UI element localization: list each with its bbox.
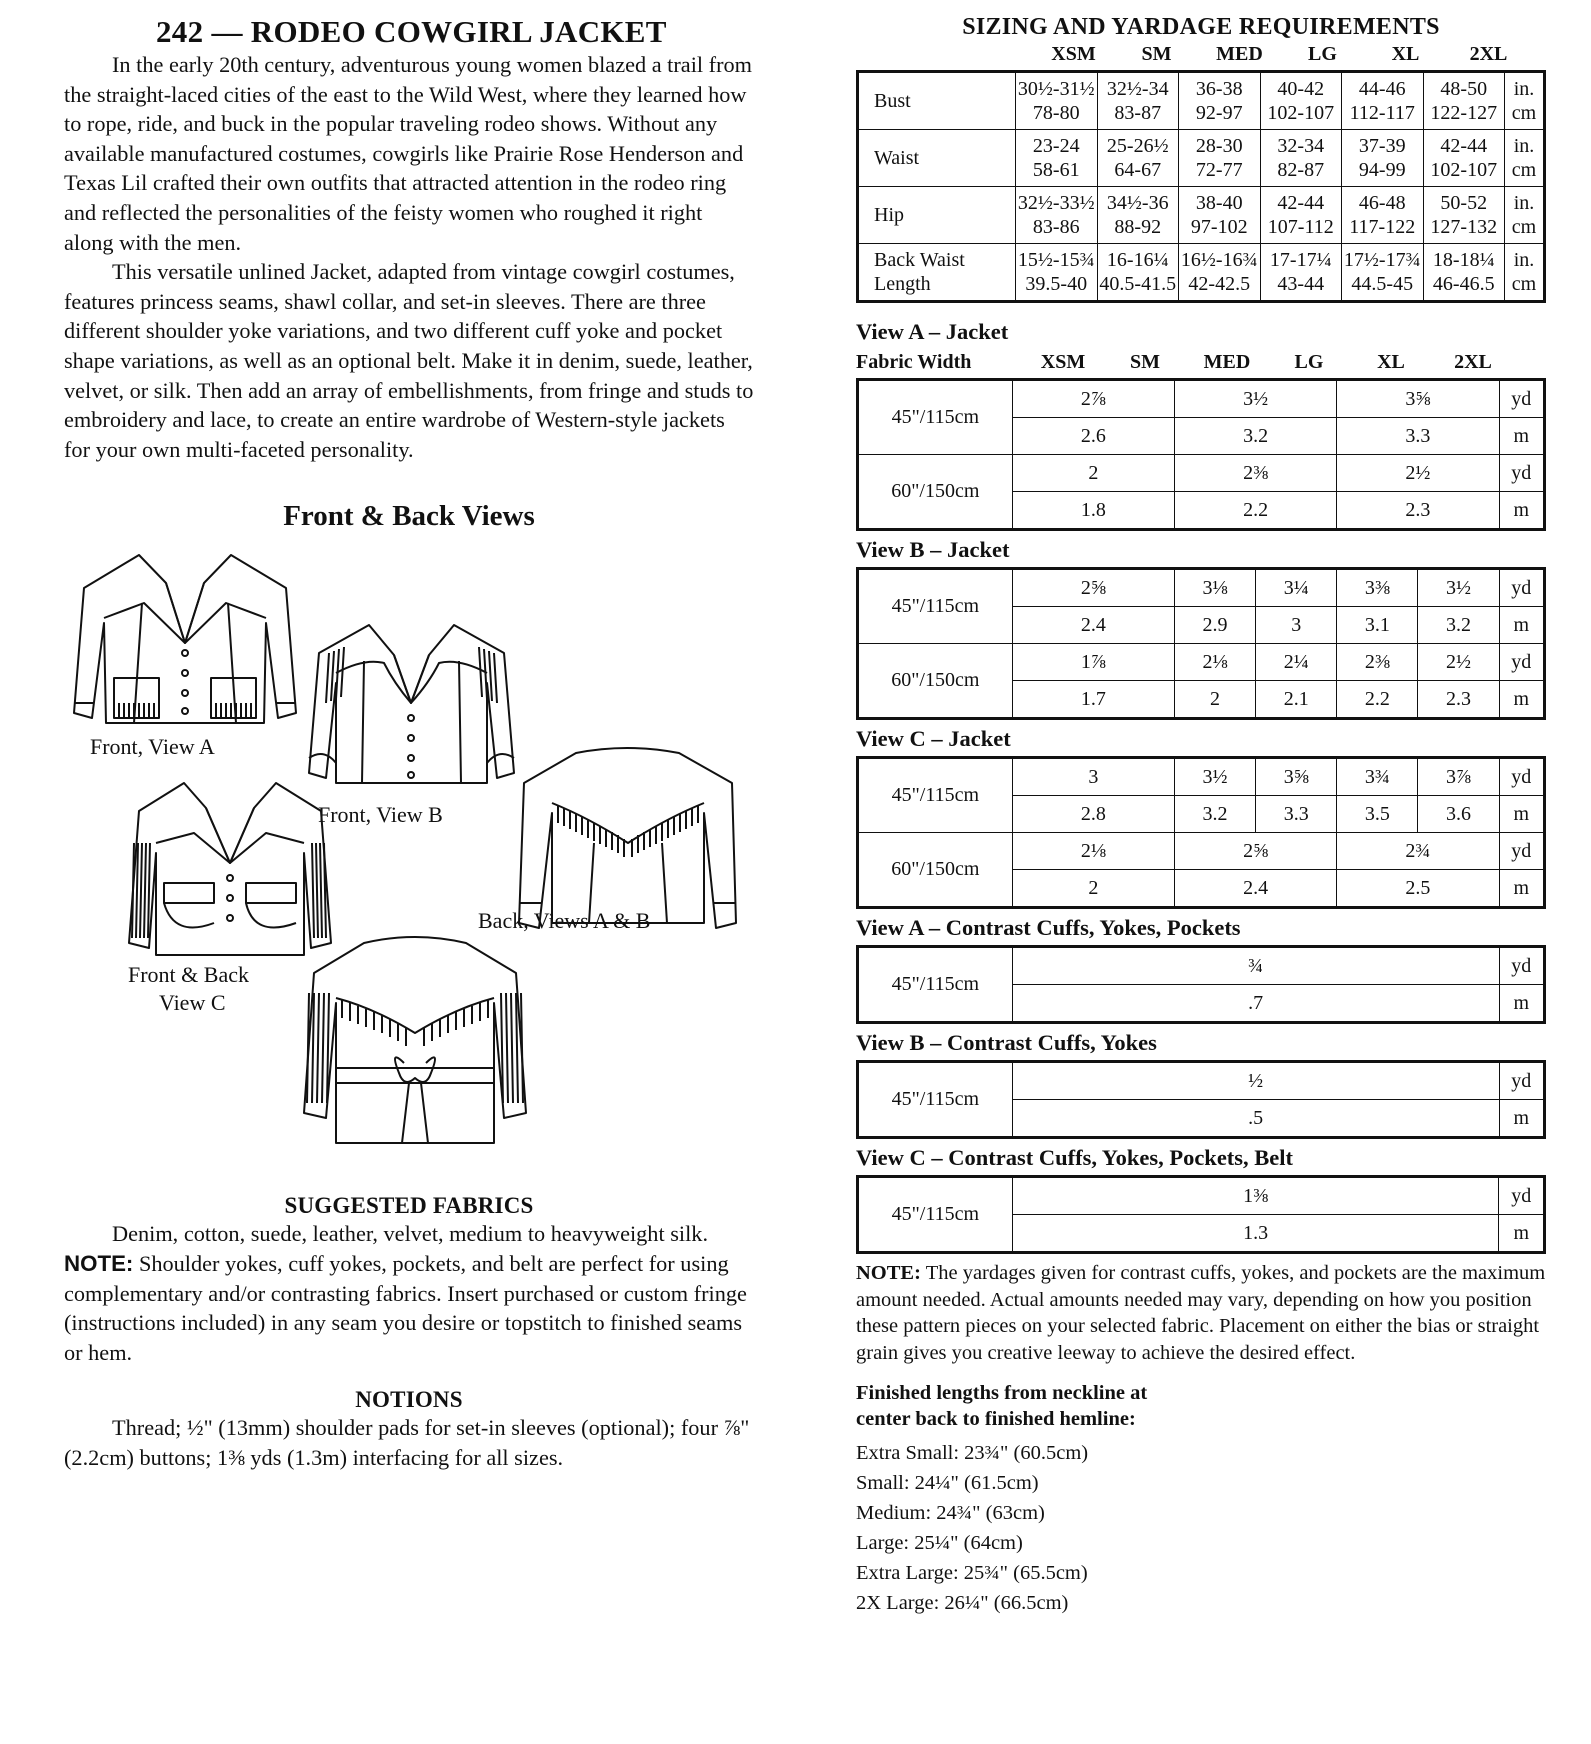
measurement-in-value: 50-52 (1440, 192, 1488, 214)
finished-length-item: Extra Large: 25¾" (65.5cm) (856, 1562, 1088, 1584)
measurement-in-value: 16-16¼ (1106, 249, 1169, 271)
yardage-yd-value: 3⅜ (1337, 569, 1418, 607)
front-view-b-drawing (309, 625, 514, 783)
measurement-unit-cell (1505, 244, 1545, 302)
unit-cm: cm (1511, 216, 1537, 238)
measurement-row (858, 72, 1545, 130)
yardage-table (856, 1175, 1546, 1254)
measurement-in-value: 28-30 (1195, 135, 1243, 157)
measurement-cm-value: 46-46.5 (1432, 273, 1495, 295)
size-header: 2XL (1454, 351, 1492, 373)
yardage-yd-value: 2⅛ (1012, 833, 1174, 870)
measurement-in-value: 17-17¼ (1269, 249, 1332, 271)
notions-text: Thread; ½" (13mm) shoulder pads for set-in sleeves (optional); four ⅞" (2.2cm) buttons; 1⅜ yds (1.3m) interfacing for all sizes. (64, 1415, 750, 1470)
yardage-table (856, 567, 1546, 720)
measurement-cell (1260, 72, 1342, 130)
finished-lengths-list (856, 1438, 1546, 1618)
size-header: XL (1391, 43, 1420, 65)
measurement-cell (1342, 244, 1424, 302)
measurement-unit-cell (1505, 130, 1545, 187)
yardage-yd-value: 3⅛ (1174, 569, 1255, 607)
measurement-cell (1179, 72, 1261, 130)
yardage-m-value: 3.2 (1418, 607, 1499, 644)
unit-cm: cm (1511, 102, 1537, 124)
yardage-title: View B – Jacket (856, 537, 1010, 562)
measurement-cell (1179, 244, 1261, 302)
measurement-cm-value: 43-44 (1277, 273, 1325, 295)
yardage-m-value: 3 (1256, 607, 1337, 644)
yardage-table (856, 945, 1546, 1024)
yardage-yd-value: 2⅝ (1012, 569, 1174, 607)
yardage-m-value: 1.3 (1012, 1215, 1499, 1253)
yardage-yd-value: 2½ (1337, 455, 1499, 492)
yardage-yd-value: ½ (1012, 1062, 1499, 1100)
yardage-yd-value: 2⅛ (1174, 644, 1255, 681)
measurement-cm-value: 102-107 (1267, 102, 1335, 124)
measurement-cm-value: 112-117 (1349, 102, 1415, 124)
measurement-cm-value: 107-112 (1267, 216, 1334, 238)
unit-m: m (1499, 1100, 1545, 1138)
fabric-width-cell: 45"/115cm (858, 947, 1013, 1023)
measurement-cell (1423, 72, 1505, 130)
yardage-table (856, 378, 1546, 531)
measurement-unit-cell (1505, 187, 1545, 244)
unit-yd: yd (1499, 833, 1544, 870)
yardage-m-value: 3.5 (1337, 796, 1418, 833)
unit-cm: cm (1511, 273, 1537, 295)
unit-yd: yd (1499, 644, 1544, 681)
jacket-illustrations (64, 543, 754, 1193)
yardage-yd-value: 1⅞ (1012, 644, 1174, 681)
caption-front-view-a: Front, View A (90, 734, 215, 760)
finished-lengths-heading-1: Finished lengths from neckline at (856, 1382, 1148, 1404)
fabric-width-cell: 60"/150cm (858, 455, 1013, 530)
views-heading: Front & Back Views (283, 500, 535, 533)
yardage-table (856, 1060, 1546, 1139)
measurement-cell (1423, 244, 1505, 302)
measurement-row (858, 187, 1545, 244)
measurement-in-value: 15½-15¾ (1017, 249, 1095, 271)
finished-length-item: Medium: 24¾" (63cm) (856, 1502, 1045, 1524)
measurement-cm-value: 122-127 (1430, 102, 1498, 124)
yardage-title: View A – Jacket (856, 319, 1009, 344)
caption-front-view-b: Front, View B (318, 802, 443, 828)
intro-paragraph-2: This versatile unlined Jacket, adapted from vintage cowgirl costumes, features princess seams, shawl collar, and set-in sleeves. There are three different shoulder yoke variations, and two different cuff yoke and pocket shape variations, as well as an optional belt. Make it in denim, suede, leather, velvet, or silk. Then add an array of embellishments, from fringe and studs to embroidery and lace, to create an entire wardrobe of Western-style jackets for your own multi-faceted personality. (64, 259, 754, 462)
yardage-yd-value: 3¼ (1256, 569, 1337, 607)
measurement-cell (1342, 72, 1424, 130)
yardage-row-yd (858, 947, 1545, 985)
measurement-cell (1016, 244, 1098, 302)
size-header: MED (1216, 43, 1263, 65)
yardage-yd-value: 2 (1012, 455, 1174, 492)
measurement-cm-value: 127-132 (1430, 216, 1498, 238)
intro-paragraph-1: In the early 20th century, adventurous young women blazed a trail from the straight-laced cities of the east to the Wild West, where they learned how to rope, ride, and buck in the popular traveling rodeo shows. Without any available manufactured costumes, cowgirls like Prairie Rose Henderson and Texas Lil crafted their own outfits that attracted attention in the rodeo ring and reflected the personalities of the feisty women who roughed it right along with the men. (64, 52, 753, 255)
yardage-m-value: .5 (1012, 1100, 1499, 1138)
sizing-heading: SIZING AND YARDAGE REQUIREMENTS (962, 14, 1440, 40)
fabric-width-cell: 60"/150cm (858, 833, 1013, 908)
measurement-cell (1423, 187, 1505, 244)
back-view-ab-drawing (519, 748, 736, 928)
yardage-yd-value: 2¾ (1337, 833, 1499, 870)
unit-m: m (1499, 985, 1545, 1023)
finished-length-item: Large: 25¼" (64cm) (856, 1532, 1023, 1554)
yardage-m-value: 2.2 (1174, 492, 1336, 530)
measurement-cell (1179, 187, 1261, 244)
yardage-m-value: 2.2 (1337, 681, 1418, 719)
unit-m: m (1499, 870, 1544, 908)
unit-yd: yd (1499, 380, 1544, 418)
fabric-width-cell: 45"/115cm (858, 380, 1013, 455)
unit-yd: yd (1499, 455, 1544, 492)
unit-yd: yd (1499, 1062, 1545, 1100)
measurement-cell (1260, 187, 1342, 244)
unit-in: in. (1513, 249, 1535, 271)
measurement-cell (1097, 244, 1179, 302)
unit-cm: cm (1511, 159, 1537, 181)
measurement-cm-value: 82-87 (1277, 159, 1325, 181)
measurement-in-value: 16½-16¾ (1180, 249, 1258, 271)
measurement-cell (1260, 130, 1342, 187)
unit-yd: yd (1499, 758, 1544, 796)
finished-length-item: 2X Large: 26¼" (66.5cm) (856, 1592, 1069, 1614)
measurement-cm-value: 64-67 (1114, 159, 1162, 181)
caption-front-back-c-line2: View C (159, 990, 226, 1016)
yardage-yd-value: 3⅝ (1256, 758, 1337, 796)
back-view-c-drawing (304, 937, 526, 1143)
yardage-title: View C – Contrast Cuffs, Yokes, Pockets, Belt (856, 1145, 1294, 1170)
unit-m: m (1499, 492, 1544, 530)
measurement-cell (1097, 72, 1179, 130)
measurement-in-value: 32½-34 (1106, 78, 1169, 100)
yardage-m-value: 2.3 (1418, 681, 1499, 719)
yardage-m-value: 2.8 (1012, 796, 1174, 833)
measurement-in-value: 38-40 (1195, 192, 1243, 214)
measurement-cm-value: 78-80 (1032, 102, 1080, 124)
fabric-width-cell: 45"/115cm (858, 758, 1013, 833)
contrast-note: NOTE: The yardages given for contrast cuffs, yokes, and pockets are the maximum amount needed. Actual amounts needed may vary, depending on how you position these pattern pieces on your selected fabric. Placement on either the bias or straight grain gives you creative leeway to achieve the desired effect. (856, 1262, 1546, 1364)
yardage-yd-value: 2⅞ (1012, 380, 1174, 418)
fabric-width-header-row (856, 351, 1546, 374)
suggested-fabrics-heading: SUGGESTED FABRICS (284, 1193, 534, 1219)
unit-in: in. (1513, 192, 1535, 214)
measurement-in-value: 34½-36 (1106, 192, 1169, 214)
yardage-title: View A – Contrast Cuffs, Yokes, Pockets (856, 915, 1241, 940)
unit-m: m (1499, 681, 1544, 719)
measurement-cm-value: 117-122 (1349, 216, 1416, 238)
measurement-in-value: 18-18¼ (1432, 249, 1495, 271)
measurement-cell (1016, 187, 1098, 244)
yardage-m-value: 3.6 (1418, 796, 1499, 833)
caption-back-views-ab: Back, Views A & B (478, 908, 651, 934)
yardage-m-value: 3.3 (1256, 796, 1337, 833)
fabric-width-cell: 45"/115cm (858, 1177, 1013, 1253)
fabric-width-label: Fabric Width (856, 351, 972, 373)
unit-m: m (1499, 607, 1544, 644)
unit-m: m (1499, 796, 1544, 833)
yardage-m-value: 2 (1174, 681, 1255, 719)
measurement-in-value: 42-44 (1440, 135, 1488, 157)
unit-m: m (1499, 418, 1544, 455)
fabric-width-cell: 60"/150cm (858, 644, 1013, 719)
measurement-in-value: 30½-31½ (1017, 78, 1095, 100)
yardage-m-value: 2 (1012, 870, 1174, 908)
yardage-m-value: 3.3 (1337, 418, 1499, 455)
notions-heading: NOTIONS (355, 1387, 463, 1413)
finished-lengths-heading-2: center back to finished hemline: (856, 1408, 1136, 1430)
finished-lengths (856, 1380, 1546, 1618)
size-header: 2XL (1469, 43, 1508, 65)
measurement-in-value: 23-24 (1032, 135, 1080, 157)
yardage-row-yd (858, 1177, 1545, 1215)
unit-in: in. (1513, 135, 1535, 157)
measurement-cell (1179, 130, 1261, 187)
yardage-m-value: 3.1 (1337, 607, 1418, 644)
measurement-cm-value: 72-77 (1195, 159, 1243, 181)
yardage-row-yd (858, 644, 1545, 681)
unit-m: m (1499, 1215, 1545, 1253)
yardage-row-yd (858, 569, 1545, 607)
measurement-cell (1097, 187, 1179, 244)
yardage-m-value: 2.4 (1012, 607, 1174, 644)
measurement-cell (1423, 130, 1505, 187)
measurement-cell (1342, 130, 1424, 187)
yardage-m-value: 1.7 (1012, 681, 1174, 719)
yardage-row-yd (858, 1062, 1545, 1100)
measurement-in-value: 40-42 (1277, 78, 1325, 100)
size-header: MED (1203, 351, 1251, 373)
measurement-cell (1097, 130, 1179, 187)
size-header: LG (1308, 43, 1337, 65)
measurement-in-value: 44-46 (1358, 78, 1406, 100)
size-header: SM (1141, 43, 1172, 65)
yardage-tables (856, 319, 1546, 1254)
yardage-yd-value: 2⅝ (1174, 833, 1336, 870)
yardage-title: View B – Contrast Cuffs, Yokes (856, 1030, 1157, 1055)
yardage-yd-value: 3½ (1418, 569, 1499, 607)
yardage-m-value: 2.4 (1174, 870, 1336, 908)
measurement-cm-value: 44.5-45 (1351, 273, 1414, 295)
fabric-width-cell: 45"/115cm (858, 1062, 1013, 1138)
measurement-cm-value: 83-87 (1114, 102, 1162, 124)
fabric-width-cell: 45"/115cm (858, 569, 1013, 644)
left-column (64, 14, 754, 1472)
yardage-yd-value: 2⅜ (1174, 455, 1336, 492)
size-header: LG (1294, 351, 1324, 373)
measurement-label (858, 244, 1016, 302)
finished-length-item: Extra Small: 23¾" (60.5cm) (856, 1442, 1089, 1464)
yardage-yd-value: 3 (1012, 758, 1174, 796)
measurement-cell (1016, 72, 1098, 130)
measurement-unit-cell (1505, 72, 1545, 130)
measurement-cm-value: 42-42.5 (1188, 273, 1251, 295)
measurement-label-line: Hip (874, 204, 904, 226)
measurement-label (858, 72, 1016, 130)
size-header: XL (1377, 351, 1405, 373)
measurement-label (858, 130, 1016, 187)
yardage-yd-value: 3¾ (1337, 758, 1418, 796)
yardage-m-value: 2.1 (1256, 681, 1337, 719)
size-header: XSM (1040, 351, 1086, 373)
unit-yd: yd (1499, 569, 1544, 607)
yardage-row-yd (858, 455, 1545, 492)
body-measurements-table (856, 70, 1546, 303)
measurement-in-value: 36-38 (1195, 78, 1243, 100)
measurement-in-value: 37-39 (1358, 135, 1406, 157)
measurement-in-value: 42-44 (1277, 192, 1325, 214)
measurement-cm-value: 40.5-41.5 (1099, 273, 1177, 295)
size-header: SM (1130, 351, 1160, 373)
measurement-row (858, 130, 1545, 187)
yardage-yd-value: 2¼ (1256, 644, 1337, 681)
unit-in: in. (1513, 78, 1535, 100)
yardage-title: View C – Jacket (856, 726, 1011, 751)
measurement-cell (1016, 130, 1098, 187)
measurement-in-value: 32-34 (1277, 135, 1325, 157)
yardage-yd-value: 2⅜ (1337, 644, 1418, 681)
measurement-cm-value: 39.5-40 (1025, 273, 1088, 295)
measurement-cm-value: 83-86 (1032, 216, 1080, 238)
yardage-m-value: 2.6 (1012, 418, 1174, 455)
measurement-row (858, 244, 1545, 302)
unit-yd: yd (1499, 947, 1545, 985)
measurement-label-line: Bust (874, 90, 911, 112)
size-column-headers (1032, 43, 1546, 66)
size-header: XSM (1051, 43, 1096, 65)
yardage-m-value: 3.2 (1174, 418, 1336, 455)
yardage-m-value: 3.2 (1174, 796, 1255, 833)
yardage-yd-value: 1⅜ (1012, 1177, 1499, 1215)
measurement-label-line: Back Waist (874, 249, 965, 271)
measurement-cm-value: 94-99 (1358, 159, 1406, 181)
yardage-yd-value: 3½ (1174, 380, 1336, 418)
yardage-row-yd (858, 380, 1545, 418)
measurement-in-value: 32½-33½ (1017, 192, 1095, 214)
measurement-cm-value: 58-61 (1032, 159, 1080, 181)
measurement-in-value: 46-48 (1358, 192, 1406, 214)
page-title: 242 — RODEO COWGIRL JACKET (156, 14, 667, 49)
yardage-yd-value: 3½ (1174, 758, 1255, 796)
yardage-m-value: 2.3 (1337, 492, 1499, 530)
yardage-row-yd (858, 833, 1545, 870)
front-view-a-drawing (74, 555, 296, 723)
unit-yd: yd (1499, 1177, 1545, 1215)
yardage-yd-value: ¾ (1012, 947, 1499, 985)
measurement-label (858, 187, 1016, 244)
yardage-yd-value: 3⅝ (1337, 380, 1499, 418)
measurement-cm-value: 88-92 (1114, 216, 1162, 238)
measurement-cm-value: 97-102 (1190, 216, 1248, 238)
front-view-c-drawing (129, 783, 331, 955)
measurement-in-value: 17½-17¾ (1343, 249, 1421, 271)
measurement-label-line: Waist (874, 147, 920, 169)
yardage-m-value: 2.9 (1174, 607, 1255, 644)
yardage-m-value: .7 (1012, 985, 1499, 1023)
yardage-table (856, 756, 1546, 909)
yardage-yd-value: 3⅞ (1418, 758, 1499, 796)
caption-front-back-c-line1: Front & Back (128, 962, 249, 988)
measurement-cm-value: 102-107 (1430, 159, 1498, 181)
measurement-cm-value: 92-97 (1195, 102, 1243, 124)
measurement-cell (1260, 244, 1342, 302)
jacket-drawings (64, 543, 754, 1193)
right-column (856, 14, 1546, 1618)
yardage-m-value: 2.5 (1337, 870, 1499, 908)
suggested-fabrics-text: Denim, cotton, suede, leather, velvet, medium to heavyweight silk. NOTE: Shoulder yokes, cuff yokes, pockets, and belt are perfect for using complementary and/or contrasting fabrics. Insert purchased or custom fringe (instructions included) in any seam you desire or topstitch to finished seams or hem. (64, 1221, 747, 1365)
yardage-m-value: 1.8 (1012, 492, 1174, 530)
measurement-in-value: 25-26½ (1106, 135, 1169, 157)
measurement-label-line: Length (874, 273, 931, 295)
measurement-cell (1342, 187, 1424, 244)
yardage-yd-value: 2½ (1418, 644, 1499, 681)
yardage-row-yd (858, 758, 1545, 796)
measurement-in-value: 48-50 (1440, 78, 1488, 100)
finished-length-item: Small: 24¼" (61.5cm) (856, 1472, 1039, 1494)
